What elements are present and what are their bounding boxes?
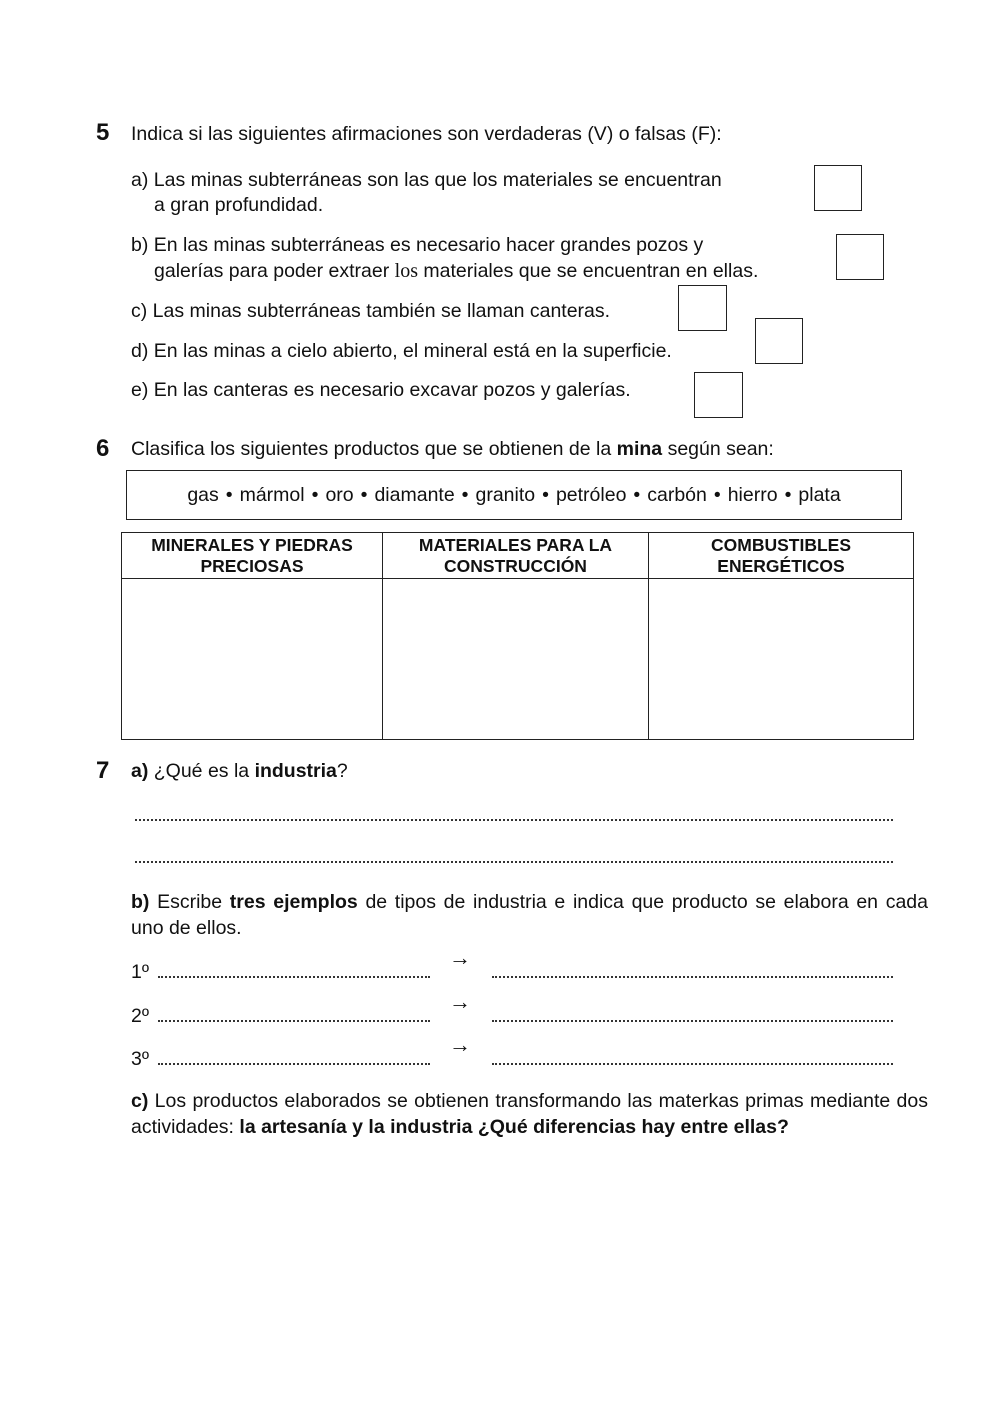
- product-item: plata: [798, 483, 841, 506]
- statement-a-line2: a gran profundidad.: [154, 194, 324, 216]
- answer-box-b[interactable]: [836, 234, 884, 280]
- question-5-prompt: Indica si las siguientes afirmaciones son verdaderas (V) o falsas (F):: [131, 123, 722, 145]
- question-7c-bold: la artesanía y la industria ¿Qué diferencias hay entre ellas?: [239, 1115, 789, 1138]
- product-item: mármol: [239, 483, 305, 506]
- answer-cell-materiales[interactable]: [383, 579, 649, 740]
- question-7b-bold: tres ejemplos: [229, 891, 358, 913]
- statement-c: c) Las minas subterráneas también se llaman canteras.: [131, 300, 611, 322]
- column-header-line: ENERGÉTICOS: [717, 555, 845, 576]
- ordinal-3: 3º: [131, 1048, 149, 1070]
- question-7c-text: Los productos elaborados se obtienen transformando las materkas primas mediante dos actividades:: [131, 1090, 928, 1138]
- statement-e: e) En las canteras es necesario excavar pozos y galerías.: [131, 379, 631, 401]
- answer-box-c[interactable]: [678, 285, 727, 331]
- bullet-separator: •: [225, 483, 233, 506]
- question-6-prompt-end: según sean:: [662, 438, 774, 460]
- statement-b-line2: [154, 259, 758, 283]
- product-item: carbón: [647, 483, 707, 506]
- statement-b-line1: b) En las minas subterráneas es necesario hacer grandes pozos y: [131, 234, 704, 256]
- question-6-prompt-text: Clasifica los siguientes productos que se obtienen de la: [131, 438, 617, 460]
- statement-b-line2-part1: galerías para poder extraer: [154, 260, 395, 282]
- bullet-separator: •: [784, 483, 792, 506]
- product-item: petróleo: [555, 483, 627, 506]
- answer-cell-combustibles[interactable]: [649, 579, 914, 740]
- question-6-prompt: [131, 437, 774, 461]
- product-line-1[interactable]: [492, 976, 893, 978]
- answer-cell-minerales[interactable]: [122, 579, 383, 740]
- bullet-separator: •: [360, 483, 368, 506]
- column-header-line: COMBUSTIBLES: [711, 534, 851, 555]
- column-header-line: CONSTRUCCIÓN: [444, 555, 587, 576]
- bullet-separator: •: [461, 483, 469, 506]
- bullet-separator: •: [633, 483, 641, 506]
- question-7a-prompt: [131, 759, 348, 783]
- question-number-6: 6: [96, 435, 110, 462]
- ordinal-1: 1º: [131, 961, 149, 983]
- question-7b-end: de tipos de industria e indica que producto se elabora en cada uno de ellos.: [131, 891, 928, 939]
- product-line-2[interactable]: [492, 1020, 893, 1022]
- answer-box-d[interactable]: [755, 318, 803, 364]
- question-7c-prompt: [131, 1089, 928, 1140]
- bullet-separator: •: [542, 483, 549, 506]
- answer-line-7a-2[interactable]: [135, 861, 893, 863]
- product-item: oro: [325, 483, 354, 506]
- question-7a-label: a): [131, 760, 149, 782]
- industry-type-line-3[interactable]: [158, 1063, 430, 1065]
- column-header-line: MATERIALES PARA LA: [418, 534, 613, 555]
- product-line-3[interactable]: [492, 1063, 893, 1065]
- column-header-materiales: [383, 533, 649, 579]
- arrow-right-icon: →: [449, 1032, 471, 1057]
- industry-type-line-1[interactable]: [158, 976, 430, 978]
- question-7a-end: ?: [336, 760, 348, 782]
- column-header-combustibles: [649, 533, 914, 579]
- product-item: hierro: [727, 483, 778, 506]
- bullet-separator: •: [311, 483, 319, 506]
- question-7a-bold: industria: [254, 760, 337, 782]
- question-7b-prompt: [131, 890, 928, 941]
- industry-type-line-2[interactable]: [158, 1020, 430, 1022]
- answer-line-7a-1[interactable]: [135, 819, 893, 821]
- question-7b-text: Escribe: [149, 891, 230, 913]
- question-7a-text: ¿Qué es la: [148, 760, 255, 782]
- column-header-line: PRECIOSAS: [200, 555, 304, 576]
- statement-b-line2-part2: los: [394, 260, 418, 282]
- product-item: granito: [475, 483, 536, 506]
- answer-box-e[interactable]: [694, 372, 743, 418]
- answer-box-a[interactable]: [814, 165, 862, 211]
- product-word-bank: [126, 470, 902, 520]
- product-item: diamante: [374, 483, 455, 506]
- ordinal-2: 2º: [131, 1005, 149, 1027]
- question-7c-label: c): [131, 1090, 149, 1112]
- product-item: gas: [187, 483, 219, 506]
- statement-b-line2-part3: materiales que se encuentran en ellas.: [417, 260, 759, 282]
- question-number-5: 5: [96, 119, 110, 146]
- question-7b-label: b): [131, 891, 150, 913]
- statement-a-line1: a) Las minas subterráneas son las que los materiales se encuentran: [131, 169, 722, 191]
- arrow-right-icon: →: [449, 945, 471, 970]
- arrow-right-icon: →: [449, 989, 471, 1014]
- statement-d: d) En las minas a cielo abierto, el mineral está en la superficie.: [131, 340, 672, 362]
- classification-table: [121, 532, 914, 740]
- bullet-separator: •: [713, 483, 721, 506]
- column-header-minerales: [122, 533, 383, 579]
- column-header-line: MINERALES Y PIEDRAS: [151, 534, 353, 555]
- question-number-7: 7: [96, 757, 110, 784]
- question-6-prompt-bold: mina: [616, 438, 663, 460]
